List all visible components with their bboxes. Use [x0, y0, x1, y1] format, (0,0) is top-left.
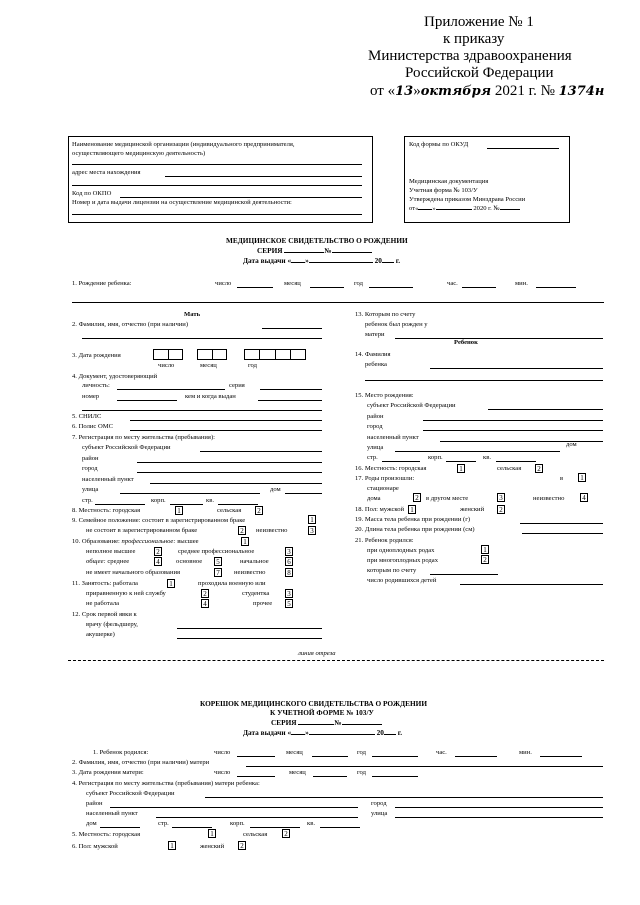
- stub-reg-settlement-line[interactable]: [156, 817, 358, 818]
- stub-reg-street: улица: [371, 810, 388, 817]
- delivery-other-box[interactable]: 3: [497, 493, 505, 502]
- stub-locality-label: 5. Местность: городская: [72, 831, 141, 838]
- birthplace-city-line[interactable]: [423, 430, 603, 431]
- stub-mdob-month-label: месяц: [289, 769, 306, 776]
- birth-day-line[interactable]: [237, 287, 273, 288]
- handwritten-number: 1374н: [558, 84, 605, 99]
- appendix-title: Приложение № 1: [424, 14, 534, 30]
- stub-reg-corp-line[interactable]: [250, 827, 300, 828]
- birthplace-subject: субъект Российской Федерации: [367, 402, 456, 409]
- birthplace-settlement: населенный пункт: [367, 434, 419, 441]
- snils-label: 5. СНИЛС: [72, 413, 102, 420]
- license-line[interactable]: [72, 214, 362, 215]
- dob-day-caption: число: [158, 362, 175, 369]
- children-count-label: число родившихся детей: [367, 577, 437, 584]
- birthplace-street-line[interactable]: [395, 451, 560, 452]
- approved-label: Утверждена приказом Минздрава России: [409, 196, 526, 203]
- birth-order-multi-line[interactable]: [430, 574, 498, 575]
- emp-other-label: прочее: [253, 600, 273, 607]
- birthplace-district: район: [367, 413, 384, 420]
- sex-male-box[interactable]: 1: [408, 505, 416, 514]
- stub-reg-bld: стр.: [158, 820, 169, 827]
- birth-day-label: число: [215, 280, 232, 287]
- handwritten-day: 13: [395, 84, 414, 99]
- stub-month-line[interactable]: [312, 756, 348, 757]
- child-surname-line-2[interactable]: [365, 380, 603, 381]
- id-doc-label-2: личность:: [82, 382, 110, 389]
- mother-rural-box[interactable]: 2: [255, 506, 263, 515]
- id-series-line[interactable]: [260, 389, 322, 390]
- mother-title: Мать: [184, 311, 201, 318]
- cut-line-label: линия отреза: [298, 650, 336, 657]
- edu-primary-label: начальное: [240, 558, 269, 565]
- delivery-home-box[interactable]: 2: [413, 493, 421, 502]
- birthplace-apt-line[interactable]: [496, 461, 536, 462]
- id-issued-line[interactable]: [258, 400, 322, 401]
- stub-min-label: мин.: [519, 749, 532, 756]
- employment-label: 11. Занятость: работала: [72, 580, 138, 587]
- mother-reg-settlement-line[interactable]: [150, 483, 322, 484]
- edu-basic-box[interactable]: 5: [214, 557, 222, 566]
- mother-reg-bld-line[interactable]: [95, 504, 145, 505]
- first-visit-line[interactable]: [177, 628, 322, 629]
- okpo-label: Код по ОКПО: [72, 190, 112, 197]
- birth-order-label-2: ребенок был рожден у: [365, 321, 428, 328]
- mother-reg-settlement: населенный пункт: [82, 476, 134, 483]
- address-label: адрес места нахождения: [72, 169, 141, 176]
- cert-title: МЕДИЦИНСКОЕ СВИДЕТЕЛЬСТВО О РОЖДЕНИИ: [226, 236, 408, 245]
- emp-military-label: проходила военную или: [198, 580, 266, 587]
- birthplace-corp-line[interactable]: [446, 461, 476, 462]
- sex-label: 18. Пол: мужской: [355, 506, 405, 513]
- mother-reg-subject: субъект Российской Федерации: [82, 444, 171, 451]
- stub-reg-street-line[interactable]: [395, 817, 603, 818]
- length-line[interactable]: [522, 533, 603, 534]
- child-surname-label: 14. Фамилия: [355, 351, 391, 358]
- birth-order-line[interactable]: [395, 338, 603, 339]
- edu-none-box[interactable]: 7: [214, 568, 222, 577]
- birth-order-multi-label: которым по счету: [367, 567, 417, 574]
- edu-inc-high-box[interactable]: 2: [154, 547, 162, 556]
- form-label: Учетная форма № 103/У: [409, 187, 478, 194]
- single-birth-label: при одноплодных родах: [367, 547, 435, 554]
- stub-reg-district-line[interactable]: [110, 807, 358, 808]
- okud-label: Код формы по ОКУД: [409, 141, 469, 148]
- birth-order-label-3: матери: [365, 331, 385, 338]
- mother-urban-box[interactable]: 1: [175, 506, 183, 515]
- org-name-line[interactable]: [72, 164, 362, 165]
- mother-reg-district-line[interactable]: [137, 462, 322, 463]
- stub-min-line[interactable]: [540, 756, 582, 757]
- address-line[interactable]: [165, 176, 362, 177]
- oms-label: 6. Полис ОМС: [72, 423, 113, 430]
- stub-reg-label: 4. Регистрация по месту жительства (пребывания) матери ребенка:: [72, 780, 260, 787]
- edu-unknown-box[interactable]: 8: [285, 568, 293, 577]
- mother-reg-house-line[interactable]: [285, 493, 322, 494]
- born-label: 21. Ребенок родился:: [355, 537, 414, 544]
- mother-reg-street: улица: [82, 486, 99, 493]
- mother-reg-district: район: [82, 455, 99, 462]
- birth-label: 1. Рождение ребенка:: [72, 280, 132, 287]
- birthplace-settlement-line[interactable]: [440, 441, 603, 442]
- stub-reg-apt-line[interactable]: [320, 827, 360, 828]
- stub-mdob-day-line[interactable]: [237, 776, 275, 777]
- id-series-label: серия: [229, 382, 245, 389]
- stub-urban-box[interactable]: 1: [208, 829, 216, 838]
- stub-mother-name-label: 2. Фамилия, имя, отчество (при наличии) матери: [72, 759, 210, 766]
- first-visit-label-3: акушерке): [86, 631, 115, 638]
- emp-working-box[interactable]: 1: [167, 579, 175, 588]
- appendix-country: Российской Федерации: [405, 65, 554, 81]
- stub-day-label: число: [214, 749, 231, 756]
- mother-name-line[interactable]: [262, 328, 322, 329]
- oms-line[interactable]: [130, 430, 322, 431]
- edu-unknown-label: неизвестно: [234, 569, 266, 576]
- separator-line: [72, 302, 604, 303]
- stub-reg-house: дом: [86, 820, 97, 827]
- delivery-home-label: дома: [367, 495, 381, 502]
- dob-month-caption: месяц: [200, 362, 217, 369]
- first-visit-line-2[interactable]: [177, 638, 322, 639]
- mother-reg-subject-line[interactable]: [200, 451, 322, 452]
- stub-reg-house-line[interactable]: [100, 827, 140, 828]
- cert-issued: Дата выдачи « » 20 г.: [243, 256, 401, 265]
- multi-birth-box[interactable]: 2: [481, 555, 489, 564]
- birth-month-label: месяц: [284, 280, 301, 287]
- stub-mdob-year-label: год: [357, 769, 367, 776]
- med-doc-label: Медицинская документация: [409, 178, 489, 185]
- mother-reg-street-line[interactable]: [120, 493, 260, 494]
- birth-order-label: 13. Которым по счету: [355, 311, 416, 318]
- mother-dob-label: 3. Дата рождения: [72, 352, 121, 359]
- married-box[interactable]: 1: [308, 515, 316, 524]
- stub-issued: Дата выдачи « » 20 г.: [243, 728, 403, 737]
- child-title: Ребенок: [454, 339, 478, 346]
- birthplace-label: 15. Место рождения:: [355, 392, 414, 399]
- child-rural-label: сельская: [497, 465, 522, 472]
- child-urban-box[interactable]: 1: [457, 464, 465, 473]
- emp-nowork-box[interactable]: 4: [201, 599, 209, 608]
- okpo-line[interactable]: [120, 197, 362, 198]
- appendix-ministry: Министерства здравоохранения: [368, 48, 572, 64]
- stub-year-label: год: [357, 749, 367, 756]
- not-married-box[interactable]: 2: [238, 526, 246, 535]
- approved-date: от« » 2020 г. №: [409, 205, 520, 213]
- sex-female-label: женский: [460, 506, 485, 513]
- emp-nowork-label: не работала: [86, 600, 120, 607]
- stub-title-2: К УЧЕТНОЙ ФОРМЕ № 103/У: [270, 708, 374, 717]
- birth-min-line[interactable]: [536, 287, 576, 288]
- stub-mother-dob-label: 3. Дата рождения матери:: [72, 769, 144, 776]
- weight-label: 19. Масса тела ребенка при рождении (г): [355, 516, 471, 523]
- mother-rural-label: сельская: [217, 507, 242, 514]
- delivery-other-label: в другом месте: [426, 495, 469, 502]
- mother-reg-bld: стр.: [82, 497, 93, 504]
- stub-mdob-month-line[interactable]: [313, 776, 347, 777]
- sex-female-box[interactable]: 2: [497, 505, 505, 514]
- emp-student-label: студентка: [242, 590, 270, 597]
- birth-hour-line[interactable]: [462, 287, 496, 288]
- edu-mid-box[interactable]: 4: [154, 557, 162, 566]
- dob-year-caption: год: [248, 362, 258, 369]
- mother-reg-corp: корп.: [151, 497, 166, 504]
- birthplace-street: улица: [367, 444, 384, 451]
- child-surname-label-2: ребенка: [365, 361, 387, 368]
- stub-reg-corp: корп.: [230, 820, 245, 827]
- delivery-hospital-box[interactable]: 1: [578, 473, 586, 482]
- cut-line: [68, 660, 604, 661]
- edu-general-label: общее: среднее: [86, 558, 130, 565]
- delivery-hospital-label: стационаре: [367, 485, 399, 492]
- org-label-2: осуществляющего медицинскую деятельность): [72, 150, 206, 157]
- mother-reg-apt-line[interactable]: [218, 504, 258, 505]
- id-issued-line-2[interactable]: [82, 410, 322, 411]
- child-rural-box[interactable]: 2: [535, 464, 543, 473]
- birthplace-apt: кв.: [483, 454, 491, 461]
- emp-student-box[interactable]: 3: [285, 589, 293, 598]
- stub-reg-subject: субъект Российской Федерации: [86, 790, 175, 797]
- mother-reg-label: 7. Регистрация по месту жительства (пребывания):: [72, 434, 215, 441]
- order-date-line: от «13»октября 2021 г. № 1374н: [370, 83, 605, 99]
- delivery-in-label: в: [560, 475, 564, 482]
- emp-military-box[interactable]: 2: [201, 589, 209, 598]
- marital-label: 9. Семейное положение: состоит в зарегистрированном браке: [72, 517, 246, 524]
- stub-rural-label: сельская: [243, 831, 268, 838]
- stub-mdob-day-label: число: [214, 769, 231, 776]
- length-label: 20. Длина тела ребенка при рождении (см): [355, 526, 475, 533]
- child-locality-label: 16. Местность: городская: [355, 465, 427, 472]
- edu-inc-high-label: неполное высшее: [86, 548, 136, 555]
- stub-series: СЕРИЯ №: [271, 718, 382, 727]
- edu-mid-prof-label: среднее профессиональное: [178, 548, 255, 555]
- stub-reg-city: город: [371, 800, 387, 807]
- mother-locality-label: 8. Местность: городская: [72, 507, 141, 514]
- edu-primary-box[interactable]: 6: [285, 557, 293, 566]
- stub-reg-city-line[interactable]: [395, 807, 603, 808]
- snils-line[interactable]: [130, 420, 322, 421]
- delivery-unknown-label: неизвестно: [533, 495, 565, 502]
- birthplace-bld-line[interactable]: [382, 461, 420, 462]
- children-count-line[interactable]: [460, 584, 603, 585]
- single-birth-box[interactable]: 1: [481, 545, 489, 554]
- stub-female-label: женский: [200, 843, 225, 850]
- org-label: Наименование медицинской организации (индивидуального предпринимателя,: [72, 141, 295, 148]
- stub-hour-label: час.: [436, 749, 447, 756]
- id-number-label: номер: [82, 393, 100, 400]
- stub-reg-subject-line[interactable]: [205, 797, 603, 798]
- weight-line[interactable]: [520, 523, 603, 524]
- emp-military-label-2: приравненную к ней службу: [86, 590, 166, 597]
- id-issued-label: кем и когда выдан: [185, 393, 236, 400]
- delivery-unknown-box[interactable]: 4: [580, 493, 588, 502]
- okud-line[interactable]: [487, 148, 559, 149]
- mother-reg-apt: кв.: [206, 497, 214, 504]
- stub-year-line[interactable]: [372, 756, 418, 757]
- stub-male-box[interactable]: 1: [168, 841, 176, 850]
- edu-mid-prof-box[interactable]: 3: [285, 547, 293, 556]
- mother-reg-house: дом: [270, 486, 281, 493]
- not-married-label: не состоит в зарегистрированном браке: [86, 527, 198, 534]
- stub-born-label: 1. Ребенок родился:: [93, 749, 149, 756]
- stub-day-line[interactable]: [237, 756, 275, 757]
- stub-mdob-year-line[interactable]: [372, 776, 418, 777]
- edu-none-label: не имеет начального образования: [86, 569, 181, 576]
- emp-other-box[interactable]: 5: [285, 599, 293, 608]
- mother-name-label: 2. Фамилия, имя, отчество (при наличии): [72, 321, 189, 328]
- license-label: Номер и дата выдачи лицензии на осуществление медицинской деятельности:: [72, 199, 292, 206]
- edu-high-box[interactable]: 1: [241, 537, 249, 546]
- stub-month-label: месяц: [286, 749, 303, 756]
- first-visit-label: 12. Срок первой явки к: [72, 611, 137, 618]
- birthplace-corp: корп.: [428, 454, 443, 461]
- birthplace-district-line[interactable]: [423, 420, 603, 421]
- edu-basic-label: основное: [176, 558, 203, 565]
- handwritten-month: октября: [420, 84, 492, 99]
- stub-female-box[interactable]: 2: [238, 841, 246, 850]
- birth-min-label: мин.: [515, 280, 528, 287]
- stub-hour-line[interactable]: [455, 756, 497, 757]
- birth-year-line[interactable]: [369, 287, 413, 288]
- birthplace-subject-line[interactable]: [488, 409, 603, 410]
- mother-reg-city-line[interactable]: [137, 472, 322, 473]
- stub-rural-box[interactable]: 2: [282, 829, 290, 838]
- stub-reg-settlement: населенный пункт: [86, 810, 138, 817]
- multi-birth-label: при многоплодных родах: [367, 557, 439, 564]
- cert-series: СЕРИЯ №: [257, 246, 372, 255]
- stub-title: КОРЕШОК МЕДИЦИНСКОГО СВИДЕТЕЛЬСТВА О РОЖДЕНИИ: [200, 699, 427, 708]
- id-doc-label: 4. Документ, удостоверяющий: [72, 373, 158, 380]
- birthplace-bld: стр.: [367, 454, 378, 461]
- id-number-line[interactable]: [117, 400, 177, 401]
- mother-name-line-2[interactable]: [82, 338, 322, 339]
- birthplace-city: город: [367, 423, 383, 430]
- stub-reg-bld-line[interactable]: [172, 827, 212, 828]
- birthplace-house: дом: [566, 441, 577, 448]
- birth-year-label: год: [354, 280, 364, 287]
- stub-sex-label: 6. Пол: мужской: [72, 843, 118, 850]
- appendix-order: к приказу: [443, 31, 505, 47]
- birth-month-line[interactable]: [310, 287, 344, 288]
- stub-reg-district: район: [86, 800, 103, 807]
- marital-unknown-label: неизвестно: [256, 527, 288, 534]
- id-doc-type-line[interactable]: [117, 389, 225, 390]
- delivery-place-label: 17. Роды произошли:: [355, 475, 415, 482]
- first-visit-label-2: врачу (фельдшеру,: [86, 621, 138, 628]
- stub-mother-name-line[interactable]: [246, 766, 603, 767]
- mother-reg-corp-line[interactable]: [170, 504, 203, 505]
- birth-hour-label: час.: [447, 280, 458, 287]
- address-line-2[interactable]: [72, 185, 362, 186]
- marital-unknown-box[interactable]: 3: [308, 526, 316, 535]
- mother-reg-city: город: [82, 465, 98, 472]
- child-surname-line[interactable]: [430, 368, 603, 369]
- education-label: 10. Образование: профессиональное: высшее: [72, 538, 199, 545]
- stub-reg-apt: кв.: [307, 820, 315, 827]
